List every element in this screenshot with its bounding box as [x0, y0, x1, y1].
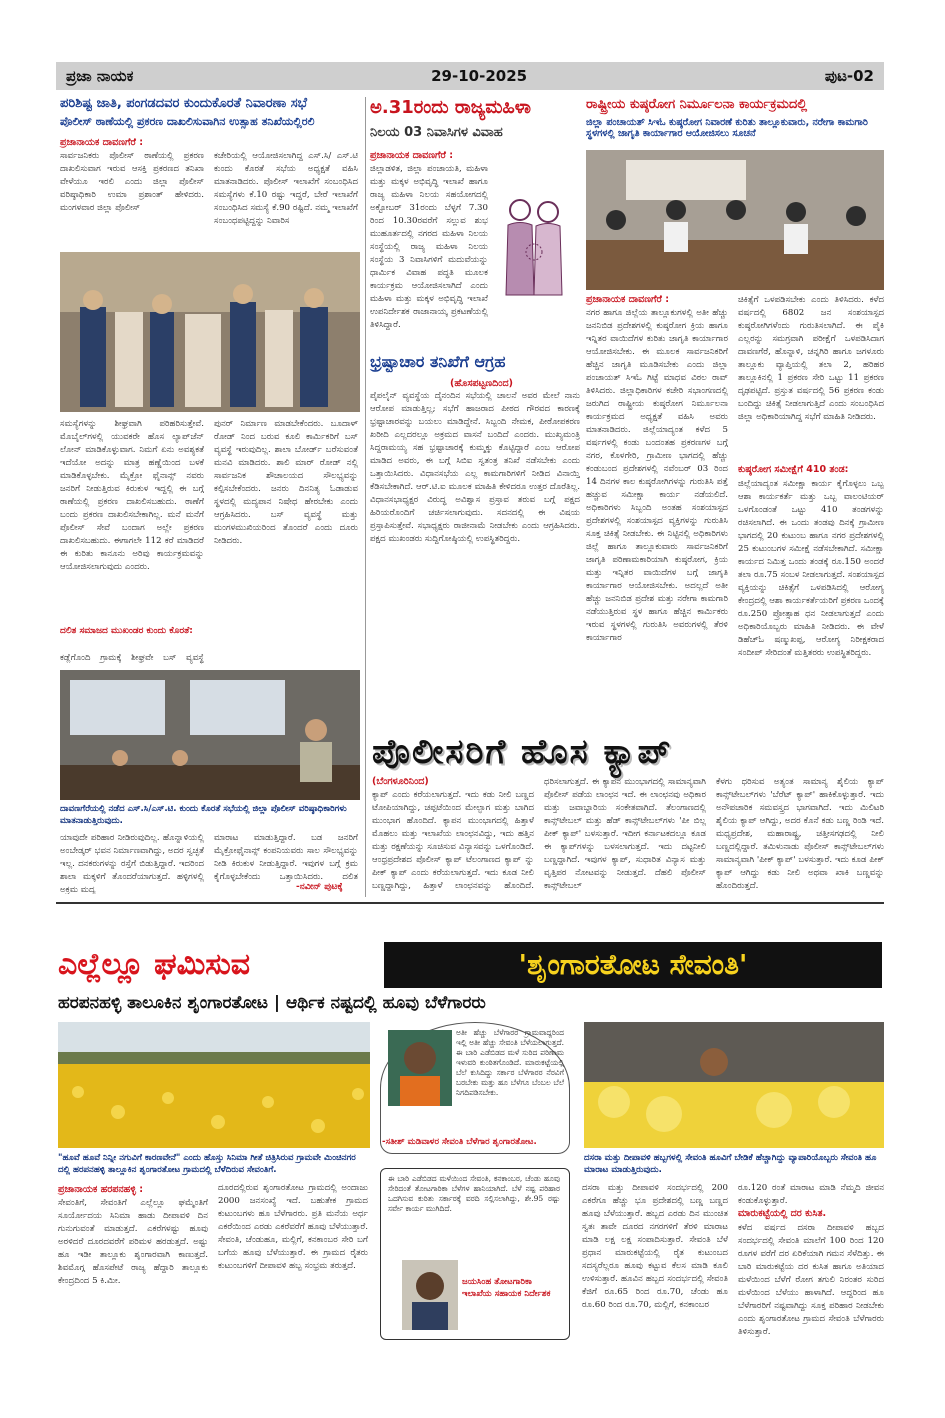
story3-text: ಪೈಪಲೈನ್ ವ್ಯವಸ್ಥೆಯ ದೈನಂದಿನ ಸಭೆಯಲ್ಲಿ ಚಾಲನೆ ಅವರ ಮೇಲೆ ನಾನು ಆರೋಪ ಮಾಡುತ್ತಿಲ್ಲ; ಸಭೆಗೆ ಹಾಜರಾದ ಪೀಠದ ಗೌರವದ ಕಾರಣಕ್ಕೆ ಭ್ರಷ್ಟಾಚಾರವನ್ನು ಬಯಲು ಮಾಡಿದ್ದೇನೆ. ಸಿಬ್ಬಂದಿ ನೇಮಕ, ಪೀಠೋಪಕರಣ ಖರೀದಿ ಎಲ್ಲದರಲ್ಲೂ ಅಕ್ರಮದ ವಾಸನೆ ಬಂದಿದೆ ಎಂದರು. ಮುಖ್ಯಮಂತ್ರಿ ಸಿದ್ದರಾಮಯ್ಯ ಸಹ ಭ್ರಷ್ಟಾಚಾರಕ್ಕೆ ಕುಮ್ಮಕ್ಕು ಕೊಟ್ಟಿದ್ದಾರೆ ಎಂಬ ಆರೋಪ ಮಾಡಿದ ಅವರು, ಈ ಬಗ್ಗೆ ಸಿಬಿಐ ಸ್ವತಂತ್ರ ತನಿಖೆ ನಡೆಸಬೇಕು ಎಂದು ಒತ್ತಾಯಿಸಿದರು. ವಿಧಾನಸಭೆಯ ಎಲ್ಲ ಕಾಮಗಾರಿಗಳಿಗೆ ನೀಡಿದ ವಿನಾಯ್ತಿ ಕೆಡಿಸಬೇಕಾಗಿದೆ. ಆರ್.ಟಿ.ಐ ಮೂಲಕ ಮಾಹಿತಿ ಕೇಳಿದರೂ ಉತ್ತರ ದೊರೆತಿಲ್ಲ. ವಿಧಾನಸಭಾಧ್ಯಕ್ಷರ ವಿರುದ್ಧ ಅವಿಶ್ವಾಸ ಪ್ರಸ್ತಾವ ತರುವ ಬಗ್ಗೆ ಪಕ್ಷದ ಹಿರಿಯರೊಂದಿಗೆ ಚರ್ಚಿಸಲಾಗುವುದು. ಸದನದಲ್ಲಿ ಈ ವಿಷಯ ಪ್ರಸ್ತಾಪಿಸುತ್ತೇವೆ. ಸಭಾಧ್ಯಕ್ಷರು ರಾಜೀನಾಮೆ ನೀಡಬೇಕು ಎಂದು ಆಗ್ರಹಿಸಿದರು. ಪಕ್ಷದ ಮುಖಂಡರು ಸುದ್ದಿಗೋಷ್ಠಿಯಲ್ಲಿ ಉಪಸ್ಥಿತರಿದ್ದರು. [370, 391, 580, 544]
story4-dateline: ಪ್ರಜಾನಾಯಕ ದಾವಣಗೆರೆ : [586, 294, 669, 305]
story3-headline: ಭ್ರಷ್ಟಾಚಾರ ತನಿಖೆಗೆ ಆಗ್ರಹ [370, 352, 506, 371]
story4-col2: ಚಿಕಿತ್ಸೆಗೆ ಒಳಪಡಿಸಬೇಕು ಎಂದು ತಿಳಿಸಿದರು. ಕಳೆದ ವರ್ಷದಲ್ಲಿ 6802 ಜನ ಸಂಶಯಾಸ್ಪದ ಕುಷ್ಠರೋಗಿಗಳೆಂದು ಗುರುತಿಸಲಾಗಿದೆ. ಈ ಪೈಕಿ ಎಲ್ಲರನ್ನು ಸಮಗ್ರವಾಗಿ ಪರೀಕ್ಷೆಗೆ ಒಳಪಡಿಸಿದಾಗ ದಾವಣಗೆರೆ, ಹೊನ್ನಾಳಿ, ಚನ್ನಗಿರಿ ಹಾಗೂ ಜಗಳೂರು ತಾಲ್ಲೂಕು ವ್ಯಾಪ್ತಿಯಲ್ಲಿ ತಲಾ 2, ಹರಿಹರ ತಾಲ್ಲೂಕಿನಲ್ಲಿ 1 ಪ್ರಕರಣ ಸೇರಿ ಒಟ್ಟು 11 ಪ್ರಕರಣ ದೃಢಪಟ್ಟಿದೆ. ಪ್ರಸ್ತುತ ವರ್ಷದಲ್ಲಿ 56 ಪ್ರಕರಣ ಕಂಡು ಬಂದಿದ್ದು ಚಿಕಿತ್ಸೆ ನೀಡಲಾಗುತ್ತಿದೆ ಎಂದು ಸಂಬಂಧಿಸಿದ ಜಿಲ್ಲಾ ಅಧಿಕಾರಿಯಾಗಿದ್ದ ಸಭೆಗೆ ಮಾಹಿತಿ ನೀಡಿದರು. [738, 295, 884, 422]
wedding-couple-icon [490, 190, 578, 300]
feature-col3: ದಸರಾ ಮತ್ತು ದೀಪಾವಳಿ ಸಂದರ್ಭದಲ್ಲಿ 200 ಎಕರೆಗೂ ಹೆಚ್ಚು ಭೂ ಪ್ರದೇಶದಲ್ಲಿ ಬಣ್ಣ ಬಣ್ಣದ ಹೂವು ಬೆಳೆಯುತ್ತಾರೆ. ಹಬ್ಬದ ಎರಡು ದಿನ ಮುಂಚಿತ ಸ್ವತಃ ತಾವೇ ದೂರದ ನಗರಗಳಿಗೆ ತೆರಳಿ ಮಾರಾಟ ಮಾಡಿ ಲಕ್ಷ ಲಕ್ಷ ಸಂಪಾದಿಸುತ್ತಾರೆ. ಸೇವಂತಿ ಬೆಳೆ ಪ್ರಧಾನ ಮಾರುಕಟ್ಟೆಯಲ್ಲಿ ರೈತ ಕುಟುಂಬದ ಸದಸ್ಯರೆಲ್ಲರೂ ಹೂವು ಕಟ್ಟುವ ಕೆಲಸ ಮಾಡಿ ಕೂಲಿ ಉಳಿಸುತ್ತಾರೆ. ಹೂವಿನ ಹಬ್ಬದ ಸಂದರ್ಭದಲ್ಲಿ ಸೇವಂತಿ ಕೆಜಿಗೆ ರೂ.65 ರಿಂದ ರೂ.70, ಚೆಂಡು ಹೂ ರೂ.60 ರಿಂದ ರೂ.70, ಮಲ್ಲಿಗೆ, ಕನಕಾಂಬರ [582, 1183, 728, 1310]
feature-subbanner: ಹರಪನಹಳ್ಳಿ ತಾಲೂಕಿನ ಶೃಂಗಾರತೋಟ | ಆರ್ಥಿಕ ನಷ್ಟದಲ್ಲಿ ಹೂವು ಬೆಳೆಗಾರರು [58, 993, 486, 1013]
feature-banner-right: 'ಶೃಂಗಾರತೋಟ ಸೇವಂತಿ' [384, 942, 882, 988]
feature-col1: ಸೇವಂತಿಗೆ, ಸೇವಂತಿಗೆ ಎಲ್ಲೆಲ್ಲೂ ಘಮ್ಮೆಂತಿಗೆ ಸೂರ್ಯೋದಯ ಸಿನಿಮಾ ಹಾಡು ದೀಪಾವಳಿ ದಿನ ಗುನುಗುವಂತೆ ಮಾಡುತ್ತದೆ. ಎಕರೆಗಳಷ್ಟು ಹೂವು ಅರಳಿದರೆ ದೂರದವರೆಗೆ ಪರಿಮಳ ಹರಡುತ್ತದೆ. ಅಷ್ಟು ಹೂ ಇಡೀ ತಾಲ್ಲೂಕು ಶೃಂಗಾರವಾಗಿ ಕಾಣುತ್ತದೆ. ಶಿವಮೊಗ್ಗ ಹೊಸಪೇಟೆ ರಾಜ್ಯ ಹೆದ್ದಾರಿ ತಾಲ್ಲೂಕು ಕೇಂದ್ರದಿಂದ 5 ಕಿ.ಮೀ. [58, 1198, 208, 1286]
feature-col2: ದೂರದಲ್ಲಿರುವ ಶೃಂಗಾರತೋಟ ಗ್ರಾಮದಲ್ಲಿ ಅಂದಾಜು 2000 ಜನಸಂಖ್ಯೆ ಇದೆ. ಬಹುತೇಕ ಗ್ರಾಮದ ಕುಟುಂಬಗಳು ಹೂ ಬೆಳೆಗಾರರು. ಪ್ರತಿ ಮನೆಯ ಅರ್ಧ ಎಕರೆಯಿಂದ ಎರಡು ಎಕರೆವರೆಗೆ ಹೂವು ಬೆಳೆಯುತ್ತಾರೆ. ಸೇವಂತಿ, ಚೆಂಡುಹೂ, ಮಲ್ಲಿಗೆ, ಕನಕಾಂಬರ ಸೇರಿ ಬಗೆ ಬಗೆಯ ಹೂವು ಬೆಳೆಯುತ್ತಾರೆ. ಈ ಗ್ರಾಮದ ರೈತರು ಕುಟುಂಬಗಳಿಗೆ ದೀಪಾವಳಿ ಹಬ್ಬ ಸಂಭ್ರಮ ತರುತ್ತದೆ. [218, 1183, 368, 1271]
official-quote: ಈ ಬಾರಿ ಎಡೆಬಿಡದ ಮಳೆಯಿಂದ ಸೇವಂತಿ, ಕನಕಾಂಬರ, ಚೆಂಡು ಹೂವು ಸೇರಿದಂತೆ ತೋಟಗಾರಿಕಾ ಬೆಳೆಗಳ ಹಾನಿಯಾಗಿದೆ. ಬೆಳೆ ನಷ್ಟ ಪರಿಹಾರ ಒದಗಿಸುವ ಕುರಿತು ಸರ್ಕಾರಕ್ಕೆ ವರದಿ ಸಲ್ಲಿಸಲಾಗಿದ್ದು, ಶೇ.95 ರಷ್ಟು ಸರ್ವೇ ಕಾರ್ಯ ಮುಗಿದಿದೆ. [388, 1174, 560, 1213]
marigold-field-photo [58, 1022, 370, 1148]
story1-meeting-photo [60, 252, 360, 412]
story3-dateline: (ಹೊಸಪಟ್ಟಣದಿಂದ) [450, 378, 513, 389]
official-quote-byline: ಜಯಸಿಂಹ ತೋಟಗಾರಿಕಾ ಇಲಾಖೆಯ ಸಹಾಯಕ ನಿರ್ದೇಶಕ [462, 1277, 551, 1299]
story2-dateline: ಪ್ರಜಾನಾಯಕ ದಾವಣಗೆರೆ : [370, 150, 453, 161]
feature-col4: ರೂ.120 ರಂತೆ ಮಾರಾಟ ಮಾಡಿ ನೆಮ್ಮದಿ ಜೀವನ ಕಂಡುಕೊಳ್ಳುತ್ತಾರೆ. [738, 1183, 884, 1206]
story1-box-text: ಕಡ್ಲೆಗೊಂದಿ ಗ್ರಾಮಕ್ಕೆ ಶೀಘ್ರವೇ ಬಸ್ ವ್ಯವಸ್ಥೆ [60, 653, 204, 663]
story1-byline: -ನವೀನ್ ಪುಟಕ್ಕೆ [296, 882, 343, 892]
story5-col3: ಕೆಳಗು ಧರಿಸುವ ಅತ್ಯಂತ ಸಾಮಾನ್ಯ ಶೈಲಿಯ ಕ್ಯಾಪ್ ಕಾನ್ಸ್‌ಟೇಬಲ್‌ಗಳು 'ಬೆರೆಟ್ ಕ್ಯಾಪ್' ಹಾಕಿಕೊಳ್ಳುತ್ತಾರೆ. ಇದು ಅನೌಪಚಾರಿಕ ಸಮವಸ್ತ್ರದ ಭಾಗವಾಗಿದೆ. ಇದು ಮಿಲಿಟರಿ ಶೈಲಿಯ ಕ್ಯಾಪ್ ಆಗಿದ್ದು, ಅದರ ಕೊನೆ ಕಡು ಬಣ್ಣ ರಿಂಡಿ ಇದೆ. ಮಧ್ಯಪ್ರದೇಶ, ಮಹಾರಾಷ್ಟ್ರ, ಚತ್ತೀಸಗಢದಲ್ಲಿ ನೀಲಿ ಬಣ್ಣದಲ್ಲಿದ್ದಾರೆ. ತಮಿಳುನಾಡು ಪೊಲೀಸ್ ಕಾನ್ಸ್‌ಟೇಬಲ್‌ಗಳು ಸಾಮಾನ್ಯವಾಗಿ 'ಪೀಕ್ ಕ್ಯಾಪ್' ಬಳಸುತ್ತಾರೆ. ಇದು ಕೂಡ ಪೀಕ್ ಕ್ಯಾಪ್ ಆಗಿದ್ದು ಕಡು ನೀಲಿ ಅಥವಾ ಖಾಕಿ ಬಣ್ಣವನ್ನು ಹೊಂದಿರುತ್ತದೆ. [716, 777, 884, 891]
person-portrait-icon [388, 1030, 452, 1106]
story4-headline: ರಾಷ್ಟ್ರೀಯ ಕುಷ್ಠರೋಗ ನಿರ್ಮೂಲನಾ ಕಾರ್ಯಕ್ರಮದಲ್ಲಿ [586, 97, 808, 112]
story5-dateline: (ಬೆಂಗಳೂರಿನಿಂದ) [372, 776, 429, 787]
people-photo-icon [60, 252, 360, 412]
page-number: ಪುಟ-02 [824, 67, 874, 85]
story1-tail2: ಮಾರಾಟ ಮಾಡುತ್ತಿದ್ದಾರೆ. ಬಡ ಜನರಿಗೆ ಮೈಕ್ರೋಫೈನಾನ್ಸ್ ಕಂಪನಿಯವರು ಸಾಲ ಸೌಲಭ್ಯವನ್ನು ನೀಡಿ ಕಿರುಕುಳ ನೀಡುತ್ತಿದ್ದಾರೆ. ಇವುಗಳ ಬಗ್ಗೆ ಕ್ರಮ ಕೈಗೊಳ್ಳಬೇಕೆಂದು ಒತ್ತಾಯಿಸಿದರು. ದಲಿತ [214, 833, 358, 882]
story1-headline: ಪರಿಶಿಷ್ಟ ಜಾತಿ, ಪಂಗಡದವರ ಕುಂದುಕೊರತೆ ನಿವಾರಣಾ ಸಭೆ [60, 96, 308, 111]
story1-tail1: ಯಾವುದೇ ಪರಿಹಾರ ನೀಡಿರುವುದಿಲ್ಲ. ಹೊನ್ನಾಳಿಯಲ್ಲಿ ಅಂಬೇಡ್ಕರ್ ಭವನ ನಿರ್ಮಾಣವಾಗಿದ್ದು, ಅದರ ಸ್ವಚ್ಛತೆ ಇಲ್ಲ. ದನಕರುಗಳನ್ನು ರಸ್ತೆಗೆ ಬಿಡುತ್ತಿದ್ದಾರೆ. ಇದರಿಂದ ಶಾಲಾ ಮಕ್ಕಳಿಗೆ ತೊಂದರೆಯಾಗುತ್ತದೆ. ಹಳ್ಳಿಗಳಲ್ಲಿ ಅಕ್ರಮ ಮದ್ಯ [60, 833, 204, 894]
flower-field-icon [58, 1022, 370, 1148]
story4-meeting-photo [586, 150, 884, 290]
story1-body-a: ಸಮಸ್ಯೆಗಳನ್ನು ಶೀಘ್ರವಾಗಿ ಪರಿಹರಿಸುತ್ತೇವೆ. ಮೊಬೈಲ್‌ಗಳಲ್ಲಿ ಯುವಕರೇ ಹೊಸ ಲ್ಯಾಪ್‌ಜೆನ್ ಲೋನ್ ಮಾಡಿಕೊಳ್ಳುವಾಗ. ನಿಮಗೆ ಏನು ಅವಶ್ಯಕತೆ ಇದೆಯೋ ಅದನ್ನು ಮಾತ್ರ ಹಣ್ಣೆಯಿಂದ ಬಳಕೆ ಮಾಡಿಕೊಳ್ಳಬೇಕು. ಮೈಕ್ರೋ ಫೈನಾನ್ಸ್ ನವರು ಜನರಿಗೆ ನೀಡುತ್ತಿರುವ ಕಿರುಕುಳ ಇದ್ದಲ್ಲಿ ಈ ಬಗ್ಗೆ ಠಾಣೆಯಲ್ಲಿ ಪ್ರಕರಣ ದಾಖಲಿಸಬಹುದು. ಠಾಣೆಗೆ ಬಂದು ಪ್ರಕರಣ ದಾಖಲಿಸಬೇಕಾಗಿಲ್ಲ. ಮನೆ ಮನೆಗೆ ಪೊಲೀಸ್ ಸೇವೆ ಬಂದಾಗ ಅಲ್ಲೇ ಪ್ರಕರಣ ದಾಖಲಿಸಬಹುದು. ಈಗಾಗಲೇ 112 ಕರೆ ಮಾಡಿದರೆ ಈ ಕುರಿತು ಕಾನೂನು ಅರಿವು ಕಾರ್ಯಕ್ರಮವನ್ನು ಆಯೋಜಿಸಲಾಗುವುದು ಎಂದರು. [60, 419, 204, 572]
column-divider [365, 97, 366, 897]
flower-vendor-photo [584, 1022, 884, 1148]
grower-quote: ಅತೀ ಹೆಚ್ಚು ಬೆಳೆಗಾರರ ಗ್ರಾಮವಾದ್ದರಿಂದ ಇಲ್ಲಿ ಅತೀ ಹೆಚ್ಚು ಸೇವಂತಿ ಬೆಳೆಯಲಾಗುತ್ತದೆ. ಈ ಬಾರಿ ಎಡೆಬಿಡದ ಮಳೆ ಸುರಿದ ಪರಿಣಾಮ ಇಳುವರಿ ಕುಂಠಿತಗೊಂಡಿದೆ. ಮಾರುಕಟ್ಟೆಯಲ್ಲಿ ಬೆಲೆ ಕುಸಿದಿದ್ದು ಸರ್ಕಾರ ಬೆಳೆಗಾರರ ನೆರವಿಗೆ ಬರಬೇಕು ಮತ್ತು ಹೂ ಬೆಳೆಗೂ ಬೆಂಬಲ ಬೆಲೆ ನಿಗದಿಪಡಿಸಬೇಕು. [456, 1028, 564, 1097]
grower-quote-byline: -ಸತೀಶ್ ಮಡಿವಾಳರ ಸೇವಂತಿ ಬೆಳೆಗಾರ ಶೃಂಗಾರತೋಟ. [382, 1137, 537, 1147]
feature-subsection: ಮಾರುಕಟ್ಟೆಯಲ್ಲಿ ದರ ಕುಸಿತ. [738, 1208, 827, 1219]
story1-caption: ದಾವಣಗೆರೆಯಲ್ಲಿ ನಡೆದ ಎಸ್.ಸಿ/ಎಸ್.ಟಿ. ಕುಂದು ಕೊರತೆ ಸಭೆಯಲ್ಲಿ ಜಿಲ್ಲಾ ಪೊಲೀಸ್ ವರಿಷ್ಠಾಧಿಕಾರಿಗಳು ಮಾತನಾಡುತ್ತಿರುವುದು. [60, 804, 347, 826]
story1-col1: ಸಾರ್ವಜನಿಕರು ಪೊಲೀಸ್ ಠಾಣೆಯಲ್ಲಿ ಪ್ರಕರಣ ದಾಖಲಿಸುವಾಗ ಇರುವ ಆಸಕ್ತಿ ಪ್ರಕರಣದ ತನಿಖಾ ವೇಳೆಯೂ ಇರಲಿ ಎಂದು ಜಿಲ್ಲಾ ಪೊಲೀಸ್ ವರಿಷ್ಠಾಧಿಕಾರಿ ಉಮಾ ಪ್ರಶಾಂತ್ ಹೇಳಿದರು. ಮಂಗಳವಾರ ಜಿಲ್ಲಾ ಪೊಲೀಸ್ [60, 151, 204, 213]
story4-subsection: ಕುಷ್ಠರೋಗ ಸಮೀಕ್ಷೆಗೆ 410 ತಂಡ: [738, 464, 849, 475]
story2-headline: ಅ.31ರಂದು ರಾಜ್ಯಮಹಿಳಾ [370, 97, 531, 118]
conference-photo-icon [60, 670, 360, 800]
field-photo-caption: "ಹೂವೆ ಹೂವೆ ನಿನ್ನೀ ನಗುವಿಗೆ ಕಾರಣವೇನೆ" ಎಂದು ಹೊಸ್ತು ಸಿನಿಮಾ ಗೀತೆ ಚಿತ್ರಿಸಿರುವ ಗ್ರಾಮವೇ ಮಿಂಚಿನಗರ ದಲ್ಲಿ ಹರಪನಹಳ್ಳಿ ತಾಲ್ಲೂಕಿನ ಶೃಂಗಾರತೋಟ ಗ್ರಾಮದಲ್ಲಿ ಬೆಳೆದಿರುವ ಸೇವಂತಿಗೆ. [58, 1153, 356, 1175]
story5-col1: ಕ್ಯಾಪ್ ಎಂದು ಕರೆಯಲಾಗುತ್ತದೆ. ಇದು ಕಡು ನೀಲಿ ಬಣ್ಣದ ಟೋಪಿಯಾಗಿದ್ದು, ಚಪ್ಪಟೆಯಿಂದ ಮೇಲ್ಭಾಗ ಮತ್ತು ಬಾಗಿದ ಮುಂಭಾಗ ಹೊಂದಿದೆ. ಕ್ಯಾಪನ ಮುಂಭಾಗದಲ್ಲಿ ಹಿತ್ತಾಳೆ ಮೊಹಲು ಮತ್ತು ಇಲಾಖೆಯ ಲಾಂಛನವಿದ್ದು, ಇದು ಹತ್ತಿನ ಮತ್ತು ರಕ್ಷಣೆಯನ್ನು ಸೂಚಿಸುವ ವಿನ್ಯಾಸವನ್ನು ಒಳಗೊಂಡಿದೆ. ಆಂಧ್ರಪ್ರದೇಶದ ಪೊಲೀಸ್ ಕ್ಯಾಪ್ ಟೆಲಂಗಾಣದ ಕ್ಯಾಪ್ ನ್ನು ಪೀಕ್ ಕ್ಯಾಪ್ ಎಂದು ಕರೆಯಲಾಗುತ್ತದೆ. ಇದು ಕೂಡ ನೀಲಿ ಬಣ್ಣದ್ದಾಗಿದ್ದು, ಹಿತ್ತಾಳೆ ಲಾಂಛನವನ್ನು ಹೊಂದಿದೆ. [372, 790, 534, 891]
flower-stall-icon [584, 1022, 884, 1148]
person-portrait-icon [402, 1260, 458, 1330]
story1-box-title: ದಲಿತ ಸಮಾಜದ ಮುಖಂಡರ ಕುಂದು ಕೊರತೆ: [60, 626, 193, 636]
issue-date: 29-10-2025 [431, 67, 528, 85]
wedding-illustration [490, 190, 578, 300]
story1-dateline: ಪ್ರಜಾನಾಯಕ ದಾವಣಗೆರೆ : [60, 137, 143, 148]
feature-col4b: ಕಳೆದ ವರ್ಷದ ದಸರಾ ದೀಪಾವಳಿ ಹಬ್ಬದ ಸಂದರ್ಭದಲ್ಲಿ ಸೇವಂತಿ ಮಾಲೆಗೆ 100 ರಿಂದ 120 ರೂಗಳ ವರೆಗೆ ದರ ಏರಿಕೆಯಾಗಿ ಗಮನ ಸೆಳೆದಿತ್ತು. ಈ ಬಾರಿ ಮಾರುಕಟ್ಟೆಯ ದರ ಕುಸಿತ ಹಾಗೂ ಅತಿಯಾದ ಮಳೆಯಿಂದ ಬೆಳೆಗೆ ರೋಗ ತಗುಲಿ ನಿರಂತರ ಸುರಿದ ಮಳೆಯಿಂದ ಬೆಳೆಯು ಹಾಳಾಗಿದೆ. ಆದ್ದರಿಂದ ಹೂ ಬೆಳೆಗಾರರಿಗೆ ನಷ್ಟವಾಗಿದ್ದು ಸೂಕ್ತ ಪರಿಹಾರ ನೀಡಬೇಕು ಎಂದು ಶೃಂಗಾರತೋಟ ಗ್ರಾಮದ ಸೇವಂತಿ ಬೆಳೆಗಾರರು ತಿಳಿಸುತ್ತಾರೆ. [738, 1223, 884, 1337]
story1-presentation-photo [60, 670, 360, 800]
story1-col2: ಕಚೇರಿಯಲ್ಲಿ ಆಯೋಜಿಸಲಾಗಿದ್ದ ಎಸ್.ಸಿ/ ಎಸ್.ಟಿ ಕುಂದು ಕೊರತೆ ಸಭೆಯ ಅಧ್ಯಕ್ಷತೆ ವಹಿಸಿ ಮಾತನಾಡಿದರು. ಪೊಲೀಸ್ ಇಲಾಖೆಗೆ ಸಂಬಂಧಿಸಿದ ಸಮಸ್ಯೆಗಳು ಕೆ.10 ರಷ್ಟು ಇದ್ದರೆ, ಬೇರೆ ಇಲಾಖೆಗೆ ಸಂಬಂಧಿಸಿದ ಸಮಸ್ಯೆ ಕೆ.90 ರಷ್ಟಿದೆ. ನಮ್ಮ ಇಲಾಖೆಗೆ ಸಂಬಂಧಪಟ್ಟಿದ್ದನ್ನು ನಿವಾರಿಸ [214, 151, 358, 226]
section-divider [56, 902, 884, 904]
story1-body-b: ಪುನರ್ ನಿರ್ಮಾಣ ಮಾಡಬೇಕೆಂದರು. ಬೂದಾಳ್ ರೋಡ್ ನಿಂದ ಬರುವ ಕೂಲಿ ಕಾರ್ಮಿಕರಿಗೆ ಬಸ್ ವ್ಯವಸ್ಥೆ ಇರುವುದಿಲ್ಲ. ಶಾಲಾ ಬೋರ್ಡ್ ಬರೆಸುವಂತೆ ಮನವಿ ಮಾಡಿದರು. ಶಾಲಿ ಮಾರ್ ರೋಡ್ ನಲ್ಲಿ ಸಾರ್ವಜನಿಕ ಶೌಚಾಲಯದ ಸೌಲಭ್ಯವನ್ನು ಕಲ್ಪಿಸಬೇಕೆಂದರು. ಜನರು ದಿನನಿತ್ಯ ಓಡಾಡುವ ಸ್ಥಳದಲ್ಲಿ ಮದ್ಯಪಾನ ನಿಷೇಧ ಹೇರಬೇಕು ಎಂದು ಆಗ್ರಹಿಸಿದರು. ಬಸ್ ವ್ಯವಸ್ಥೆ ಮತ್ತು ಮಂಗಳಮುಖಿಯರಿಂದ ತೊಂದರೆ ಎಂದು ದೂರು ನೀಡಿದರು. [214, 419, 358, 546]
grower-portrait [388, 1030, 452, 1106]
story1-subhead: ಪೊಲೀಸ್ ಠಾಣೆಯಲ್ಲಿ ಪ್ರಕರಣ ದಾಖಲಿಸುವಾಗಿನ ಉತ್ಸಾಹ ತನಿಖೆಯಲ್ಲಿರಲಿ [60, 115, 315, 128]
story2-headline2: ನಿಲಯ 03 ನಿವಾಸಿಗಳ ವಿವಾಹ [370, 125, 503, 140]
story4-col1: ನಗರ ಹಾಗೂ ಜಿಲ್ಲೆಯ ತಾಲ್ಲೂಕುಗಳಲ್ಲಿ ಅತೀ ಹೆಚ್ಚು ಜನನಿಬಿಡ ಪ್ರದೇಶಗಳಲ್ಲಿ ಕುಷ್ಠರೋಗ ಕ್ರಿಯ ಹಾಗೂ ಇನ್ನಿತರ ವಾಯಿದೆಗಳ ಕುರಿತು ಜಾಗೃತಿ ಕಾರ್ಯಾಗಾರ ಆಯೋಜಿಸಬೇಕು. ಈ ಮೂಲಕ ಸಾರ್ವಜನಿಕರಿಗೆ ಹೆಚ್ಚಿನ ಜಾಗೃತಿ ಮೂಡಿಸಬೇಕು ಎಂದು ಜಿಲ್ಲಾ ಪಂಚಾಯತ್ ಸಿಇಓ ಗಿಟ್ಟೆ ಮಾಧವ ವಿಠಲ ರಾವ್ ತಿಳಿಸಿದರು. ಜಿಲ್ಲಾಧಿಕಾರಿಗಳ ಕಚೇರಿ ಸಭಾಂಗಣದಲ್ಲಿ ಜರುಗಿದ ರಾಷ್ಟ್ರೀಯ ಕುಷ್ಠರೋಗ ನಿರ್ಮೂಲನಾ ಕಾರ್ಯಕ್ರಮದ ಅಧ್ಯಕ್ಷತೆ ವಹಿಸಿ ಅವರು ಮಾತನಾಡಿದರು. ಜಿಲ್ಲೆಯಾದ್ಯಂತ ಕಳೆದ 5 ವರ್ಷಗಳಲ್ಲಿ ಕಂಡು ಬಂದಂತಹ ಪ್ರಕರಣಗಳ ಬಗ್ಗೆ ನಗರ, ಕೊಳಗೇರಿ, ಗ್ರಾಮೀಣ ಭಾಗದಲ್ಲಿ ಹೆಚ್ಚು ಕಂಡುಬಂದ ಪ್ರದೇಶಗಳಲ್ಲಿ ನವೆಂಬರ್ 03 ರಿಂದ 14 ದಿನಗಳ ಕಾಲ ಕುಷ್ಠರೋಗಿಗಳನ್ನು ಗುರುತಿಸಿ ಪತ್ತೆ ಹಚ್ಚುವ ಸಮೀಕ್ಷಾ ಕಾರ್ಯ ನಡೆಯಲಿದೆ. ಅಧಿಕಾರಿಗಳು ಸಿಬ್ಬಂದಿ ಅಂತಹ ಸಂಶಯಾಸ್ಪದ ಪ್ರದೇಶಗಳಲ್ಲಿ ಸಂಶಯಾಸ್ಪದ ವ್ಯಕ್ತಿಗಳನ್ನು ಗುರುತಿಸಿ ಸೂಕ್ತ ಚಿಕಿತ್ಸೆ ನೀಡಬೇಕು. ಈ ನಿಟ್ಟಿನಲ್ಲಿ ಅಧಿಕಾರಿಗಳು ಜಿಲ್ಲೆ ಹಾಗೂ ತಾಲ್ಲೂಕುವಾರು ಸಾರ್ವಜನಿಕರಿಗೆ ಜಾಗೃತಿ ಪರಿಣಾಮಕಾರಿಯಾಗಿ ಕುಷ್ಠರೋಗ, ಕ್ರಿಯ ಮತ್ತು ಇನ್ನಿತರ ವಾಯಿದೆಗಳ ಬಗ್ಗೆ ಜಾಗೃತಿ ಕಾರ್ಯಾಗಾರ ಆಯೋಜಿಸಬೇಕು. ಅದಲ್ಲದೆ ಅತೀ ಹೆಚ್ಚು ಜನನಿಬಿಡ ಪ್ರದೇಶ ಮತ್ತು ನರೇಗಾ ಕಾಮಗಾರಿ ನಡೆಯುತ್ತಿರುವ ಸ್ಥಳ ಹಾಗೂ ಹೆಚ್ಚಿನ ಕಾರ್ಮಿಕರು ಇರುವ ಸ್ಥಳಗಳಲ್ಲಿ ಗುರುತಿಸಿ ಅವರುಗಳಲ್ಲಿ ತೆರಳಿ ಕಾರ್ಯಾಗಾರ [586, 308, 728, 643]
officials-meeting-icon [586, 150, 884, 290]
vendor-photo-caption: ದಸರಾ ಮತ್ತು ದೀಪಾವಳಿ ಹಬ್ಬಗಳಲ್ಲಿ ಸೇವಂತಿ ಹೂವಿಗೆ ಬೇಡಿಕೆ ಹೆಚ್ಚಾಗಿದ್ದು ವ್ಯಾಪಾರಿಯೊಬ್ಬರು ಸೇವಂತಿ ಹೂ ಮಾರಾಟ ಮಾಡುತ್ತಿರುವುದು. [584, 1153, 877, 1175]
official-portrait [402, 1260, 458, 1330]
story4-col2b: ಜಿಲ್ಲೆಯಾದ್ಯಂತ ಸಮೀಕ್ಷಾ ಕಾರ್ಯ ಕೈಗೊಳ್ಳಲು ಒಬ್ಬ ಆಶಾ ಕಾರ್ಯಕರ್ತೆ ಮತ್ತು ಒಬ್ಬ ವಾಲಂಟಿಯರ್ ಒಳಗೊಂಡಂತೆ ಒಟ್ಟು 410 ತಂಡಗಳನ್ನು ರಚಿಸಲಾಗಿದೆ. ಈ ಒಂದು ತಂಡವು ದಿನಕ್ಕೆ ಗ್ರಾಮೀಣ ಭಾಗದಲ್ಲಿ 20 ಕುಟುಂಬ ಹಾಗೂ ನಗರ ಪ್ರದೇಶಗಳಲ್ಲಿ 25 ಕುಟುಂಬಗಳ ಸಮೀಕ್ಷೆ ನಡೆಸಬೇಕಾಗಿದೆ. ಸಮೀಕ್ಷಾ ಕಾರ್ಯದ ನಿಮಿತ್ತ ಒಂದು ತಂಡಕ್ಕೆ ರೂ.150 ಅಂದರೆ ತಲಾ ರೂ.75 ಸಂಬಳ ನೀಡಲಾಗುತ್ತದೆ. ಸಂಶಯಾಸ್ಪದ ವ್ಯಕ್ತಿಯನ್ನು ಚಿಕಿತ್ಸೆಗೆ ಒಳಪಡಿಸಿದಲ್ಲಿ ಆರೋಗ್ಯ ಕೇಂದ್ರದಲ್ಲಿ ಆಶಾ ಕಾರ್ಯಕರ್ತೆಯರಿಗೆ ಪ್ರಕರಣ ಒಂದಕ್ಕೆ ರೂ.250 ಪ್ರೋತ್ಸಾಹ ಧನ ನೀಡಲಾಗುತ್ತದೆ ಎಂದು ಅಧಿಕಾರಿಯೊಬ್ಬರು ಮಾಹಿತಿ ನೀಡಿದರು. ಈ ವೇಳೆ ಡಿಹೆಚ್ಓ ಷಣ್ಮುಖಪ್ಪ, ಆರೋಗ್ಯ ನಿರೀಕ್ಷಕರಾದ ಸಂದೀಪ್ ಸೇರಿದಂತೆ ಮತ್ತಿತರರು ಉಪಸ್ಥಿತರಿದ್ದರು. [738, 479, 884, 658]
story2-text: ಜಿಲ್ಲಾಡಳಿತ, ಜಿಲ್ಲಾ ಪಂಚಾಯತಿ, ಮಹಿಳಾ ಮತ್ತು ಮಕ್ಕಳ ಅಭಿವೃದ್ಧಿ ಇಲಾಖೆ ಹಾಗೂ ರಾಜ್ಯ ಮಹಿಳಾ ನಿಲಯ ಸಹಯೋಗದಲ್ಲಿ ಅಕ್ಟೋಬರ್ 31ರಂದು ಬೆಳ್ಳಗೆ 7.30 ರಿಂದ 10.30ರವರೆಗೆ ಸಲ್ಲುವ ಶುಭ ಮುಹೂರ್ತದಲ್ಲಿ ನಗರದ ಮಹಿಳಾ ನಿಲಯ ಸಂಸ್ಥೆಯಲ್ಲಿ ರಾಜ್ಯ ಮಹಿಳಾ ನಿಲಯ ಸಂಸ್ಥೆಯ 3 ನಿವಾಸಿಗಳಿಗೆ ಮದುವೆಯನ್ನು ಧಾರ್ಮಿಕ ವಿವಾಹ ಪದ್ಧತಿ ಮೂಲಕ ಕಾರ್ಯಕ್ರಮ ಆಯೋಜಿಸಲಾಗಿದೆ ಎಂದು ಮಹಿಳಾ ಮತ್ತು ಮಕ್ಕಳ ಅಭಿವೃದ್ಧಿ ಇಲಾಖೆ ಉಪನಿರ್ದೇಶಕ ರಾಜಾನಾಯ್ಕ ಪ್ರಕಟಣೆಯಲ್ಲಿ ತಿಳಿಸಿದ್ದಾರೆ. [370, 164, 488, 330]
story4-subhead: ಜಿಲ್ಲಾ ಪಂಚಾಯತ್ ಸಿಇಓ ಕುಷ್ಠರೋಗ ನಿವಾರಣೆ ಕುರಿತು ತಾಲ್ಲೂಕುವಾರು, ನರೇಗಾ ಕಾಮಗಾರಿ ಸ್ಥಳಗಳಲ್ಲಿ ಜಾಗೃತಿ ಕಾರ್ಯಾಗಾರ ಆಯೋಜಿಸಲು ಸೂಚನೆ [586, 117, 868, 139]
masthead-bar [56, 62, 884, 90]
paper-name: ಪ್ರಜಾ ನಾಯಕ [66, 67, 134, 85]
story5-headline: ಪೊಲೀಸರಿಗೆ ಹೊಸ ಕ್ಯಾಪ್ [372, 732, 673, 772]
feature-banner-left: ಎಲ್ಲೆಲ್ಲೂ ಘಮಿಸುವ [58, 947, 251, 982]
feature-dateline: ಪ್ರಜಾನಾಯಕ ಹರಪನಹಳ್ಳಿ : [58, 1184, 144, 1195]
story5-col2: ಧರಿಸಲಾಗುತ್ತದೆ. ಈ ಕ್ಯಾಪನ ಮುಂಭಾಗದಲ್ಲಿ ಸಾಮಾನ್ಯವಾಗಿ ಪೊಲೀಸ್ ಪಡೆಯ ಲಾಂಛನ ಇದೆ. ಈ ಲಾಂಛನವು ಅಧಿಕಾರ ಮತ್ತು ಜವಾಬ್ದಾರಿಯ ಸಂಕೇತವಾಗಿದೆ. ತೆಲಂಗಾಣದಲ್ಲಿ ಕಾನ್ಸ್‌ಟೇಬಲ್ ಮತ್ತು ಹೆಡ್ ಕಾನ್ಸ್‌ಟೇಬಲ್‌ಗಳು 'ಪೀ ಬಿಲ್ಲ ಪೀಕ್ ಕ್ಯಾಪ್' ಬಳಸುತ್ತಾರೆ. ಇದೀಗ ಕರ್ನಾಟಕದಲ್ಲೂ ಕೂಡ ಈ ಕ್ಯಾಪ್‌ಗಳನ್ನು ಬಳಸಲಾಗುತ್ತದೆ. ಇದು ದಟ್ಟನೀಲಿ ಬಣ್ಣದ್ದಾಗಿದೆ. ಇವುಗಳ ಕ್ಯಾಪ್, ಸುಧಾರಿತ ವಿನ್ಯಾಸ ಮತ್ತು ವೃತ್ತಿಪರ ನೋಟವನ್ನು ನೀಡುತ್ತದೆ. ದೆಹಲಿ ಪೊಲೀಸ್ ಕಾನ್ಸ್‌ಟೇಬಲ್ [544, 777, 706, 891]
